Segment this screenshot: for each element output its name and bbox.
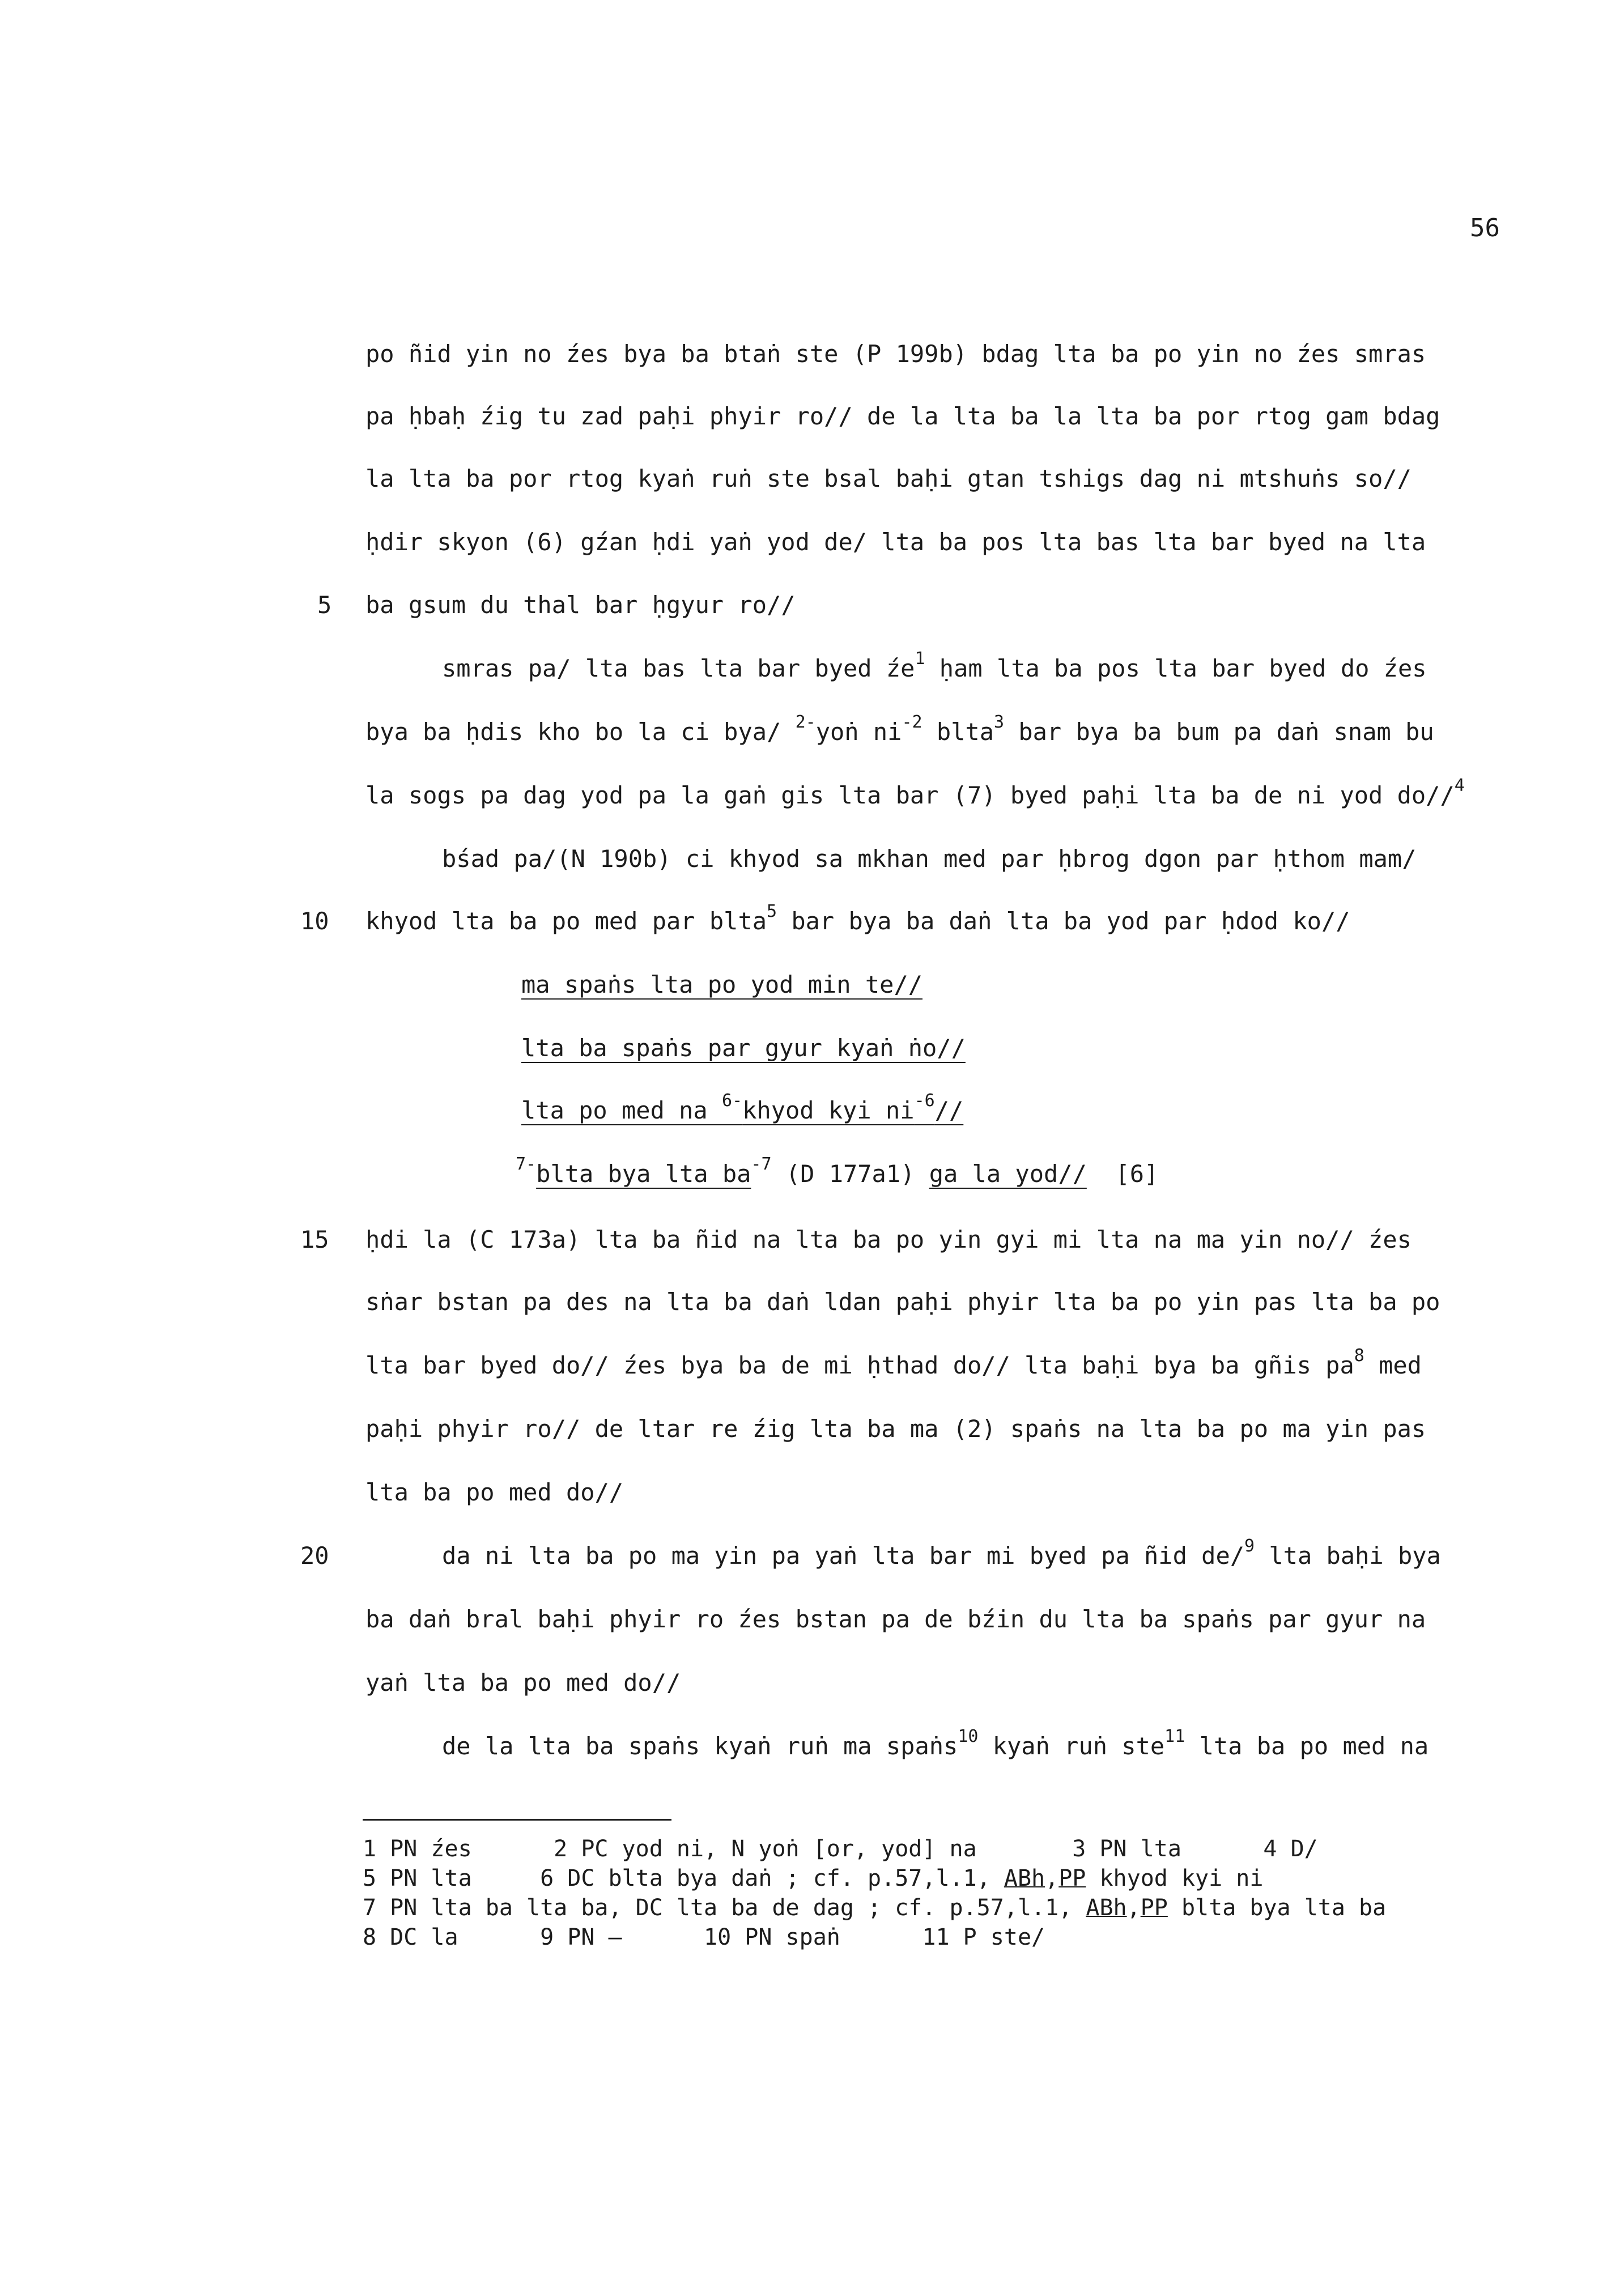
footnote-ref: 4	[1454, 776, 1465, 796]
page-number: 56	[1470, 214, 1500, 243]
verse-line: ma spaṅs lta po yod min te//	[521, 971, 923, 998]
footnote-ref: -2	[902, 712, 922, 732]
footnote-ref: 1	[915, 649, 925, 669]
footnote-line: 8 DC la 9 PN — 10 PN spaṅ 11 P ste/	[363, 1924, 1045, 1950]
footnote-ref: 10	[958, 1727, 979, 1746]
footnote-ref: -7	[751, 1154, 772, 1174]
text-line: bya ba ḥdis kho bo la ci bya/ $^{2-}$yoṅ $ni^{-2}$ blta$^3$ bar bya ba bum pa daṅ snam bu	[365, 712, 1434, 746]
verse-line: $^{7-}$blta bya lta $ba^{-7}$ (D 177a1) ga la yod// [6]	[516, 1154, 1159, 1188]
verse-number: [6]	[1086, 1160, 1159, 1188]
text-line: paḥi phyir ro// de ltar re źig lta ba ma (2) spaṅs na lta ba po ma yin pas	[365, 1415, 1426, 1443]
text-line: yaṅ lta ba po med do//	[365, 1669, 681, 1697]
text-line: ba daṅ bral baḥi phyir ro źes bstan pa de bźin du lta ba spaṅs par gyur na	[365, 1605, 1426, 1633]
line-number-10: 10	[300, 907, 329, 935]
footnote-ref: 7-	[516, 1154, 537, 1174]
footnote-line: 5 PN lta 6 DC blta bya daṅ ; cf. p.57,l.1, ABh,PP khyod kyi ni	[363, 1865, 1264, 1891]
footnote-ref: 9	[1244, 1536, 1255, 1556]
verse-line: lta ba spaṅs par gyur kyaṅ ṅo//	[521, 1034, 966, 1062]
footnote-line: 7 PN lta ba lta ba, DC lta ba de dag ; cf. p.57,l.1, ABh,PP blta bya lta ba	[363, 1895, 1387, 1921]
text-line: pa ḥbaḥ źig tu zad paḥi phyir ro// de la lta ba la lta ba por rtog gam bdag	[365, 402, 1440, 430]
line-number-5: 5	[317, 591, 332, 619]
verse-line: lta po med na $^{6-}$khyod kyi $ni^{-6}//$	[521, 1091, 964, 1124]
text-line: po ñid yin no źes bya ba btaṅ ste (P 199b) bdag lta ba po yin no źes smras	[365, 340, 1426, 368]
text-line: de la lta ba spaṅs kyaṅ ruṅ ma spaṅs$^{10}$ kyaṅ ruṅ ste$^{11}$ lta ba po med na	[442, 1727, 1429, 1760]
footnote-ref: -6	[914, 1091, 935, 1111]
text-line: la sogs pa dag yod pa la gaṅ gis lta bar (7) byed paḥi lta ba de ni yod do//$^4$	[365, 776, 1465, 809]
footnote-line: 1 PN źes 2 PC yod ni, N yoṅ [or, yod] na 3 PN lta 4 D/	[363, 1836, 1318, 1862]
text-line: lta ba po med do//	[365, 1478, 624, 1506]
footnote-ref: 2-	[795, 712, 816, 732]
footnote-ref: 3	[994, 712, 1005, 732]
text-line: ḥdir skyon (6) gźan ḥdi yaṅ yod de/ lta ba pos lta bas lta bar byed na lta	[365, 528, 1426, 556]
text-line: lta bar byed do// źes bya ba de mi ḥthad do// lta baḥi bya ba gñis $pa^8$ med	[365, 1346, 1422, 1379]
text-line: sṅar bstan pa des na lta ba daṅ ldan paḥi phyir lta ba po yin pas lta ba po	[365, 1288, 1440, 1316]
line-number-15: 15	[300, 1226, 329, 1253]
text-line: ba gsum du thal bar ḥgyur ro//	[365, 591, 796, 619]
text-line: da ni lta ba po ma yin pa yaṅ lta bar mi byed pa ñid de/$^9$ lta baḥi bya	[442, 1536, 1441, 1570]
line-number-20: 20	[300, 1542, 329, 1570]
text-line: bśad pa/(N 190b) ci khyod sa mkhan med par ḥbrog dgon par ḥthom mam/	[442, 845, 1417, 873]
footnote-divider	[363, 1819, 671, 1821]
text-line: ḥdi la (C 173a) lta ba ñid na lta ba po yin gyi mi lta na ma yin no// źes	[365, 1226, 1412, 1253]
text-line: la lta ba por rtog kyaṅ ruṅ ste bsal baḥi gtan tshigs dag ni mtshuṅs so//	[365, 465, 1412, 492]
footnote-ref: 6-	[722, 1091, 743, 1111]
footnote-ref: 8	[1354, 1346, 1364, 1366]
footnote-ref: 5	[767, 902, 777, 921]
footnote-ref: 11	[1164, 1727, 1185, 1746]
text-line: smras pa/ lta bas lta bar byed $źe^1$ ḥam lta ba pos lta bar byed do źes	[442, 649, 1427, 682]
text-line: khyod lta ba po med par blta$^5$ bar bya ba daṅ lta ba yod par ḥdod ko//	[365, 902, 1350, 935]
